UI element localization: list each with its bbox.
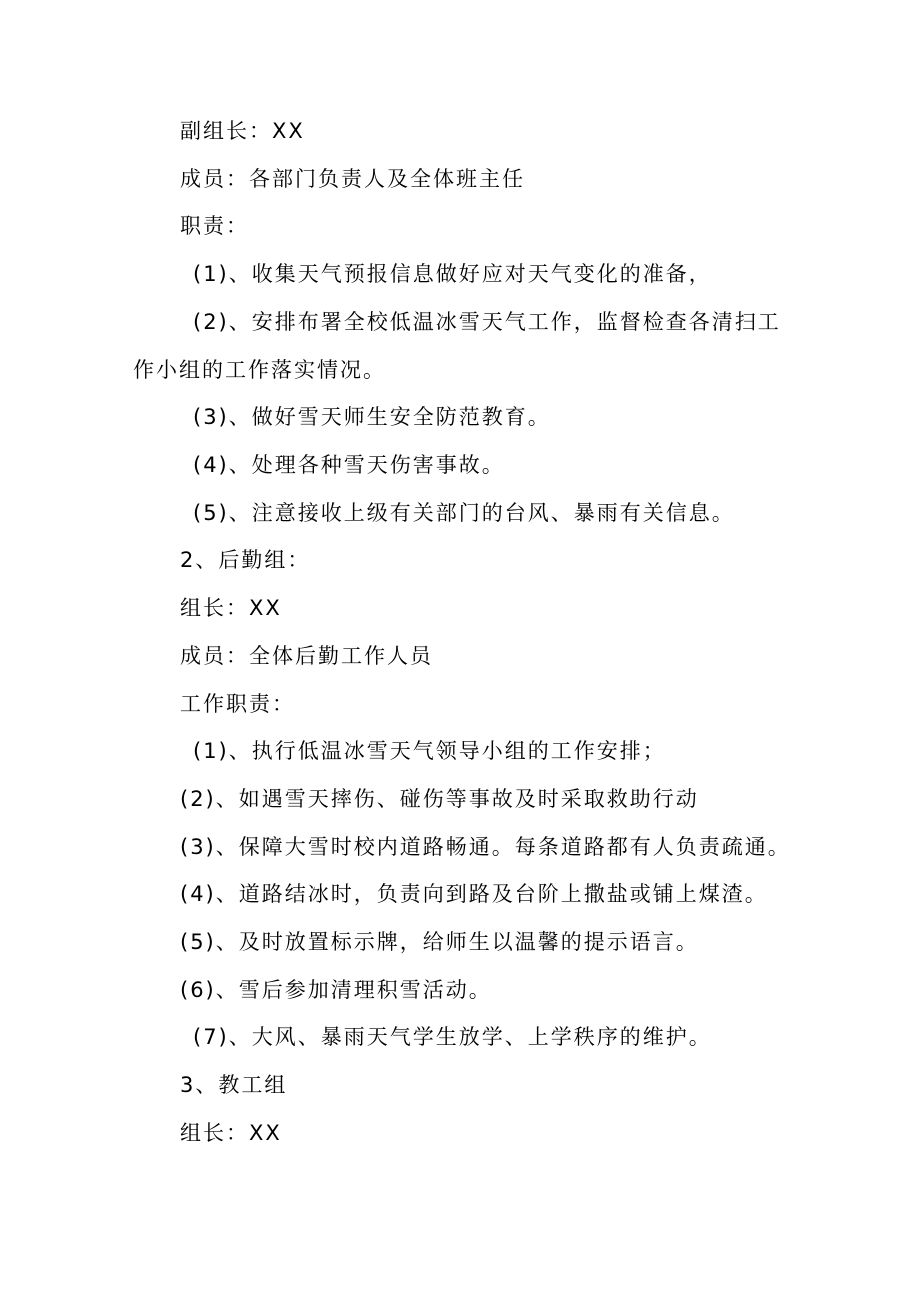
duty-item-4: (4)、处理各种雪天伤害事故。 [193,453,505,477]
duty-item-3: (3)、做好雪天师生安全防范教育。 [193,405,551,429]
logistics-duty-item-4: (4)、道路结冰时，负责向到路及台阶上撒盐或铺上煤渣。 [180,882,768,906]
members-line: 成员：各部门负责人及全体班主任 [180,167,525,191]
duty-item-1: (1)、收集天气预报信息做好应对天气变化的准备， [193,262,712,286]
duty-item-5: (5)、注意接收上级有关部门的台风、暴雨有关信息。 [193,501,735,525]
section-heading-logistics: 2、后勤组： [180,548,311,572]
deputy-leader-line: 副组长：XX [180,119,305,143]
logistics-leader-line: 组长：XX [180,596,282,620]
logistics-duty-item-7: (7)、大风、暴雨天气学生放学、上学秩序的维护。 [193,1025,712,1049]
logistics-members-line: 成员：全体后勤工作人员 [180,644,433,668]
logistics-duties-heading: 工作职责： [180,692,295,716]
logistics-duty-item-5: (5)、及时放置标示牌，给师生以温馨的提示语言。 [180,930,699,954]
duty-item-2-continued: 作小组的工作落实情况。 [133,358,386,382]
logistics-duty-item-2: (2)、如遇雪天摔伤、碰伤等事故及时采取救助行动 [180,787,699,811]
section-heading-staff: 3、教工组 [180,1073,288,1097]
logistics-duty-item-6: (6)、雪后参加清理积雪活动。 [180,978,492,1002]
logistics-duty-item-1: (1)、执行低温冰雪天气领导小组的工作安排； [193,739,666,763]
duties-heading: 职责： [180,214,249,238]
duty-item-2: (2)、安排布署全校低温冰雪天气工作，监督检查各清扫工 [193,310,781,334]
logistics-duty-item-3: (3)、保障大雪时校内道路畅通。每条道路都有人负责疏通。 [180,835,791,859]
staff-leader-line: 组长：XX [180,1121,282,1145]
